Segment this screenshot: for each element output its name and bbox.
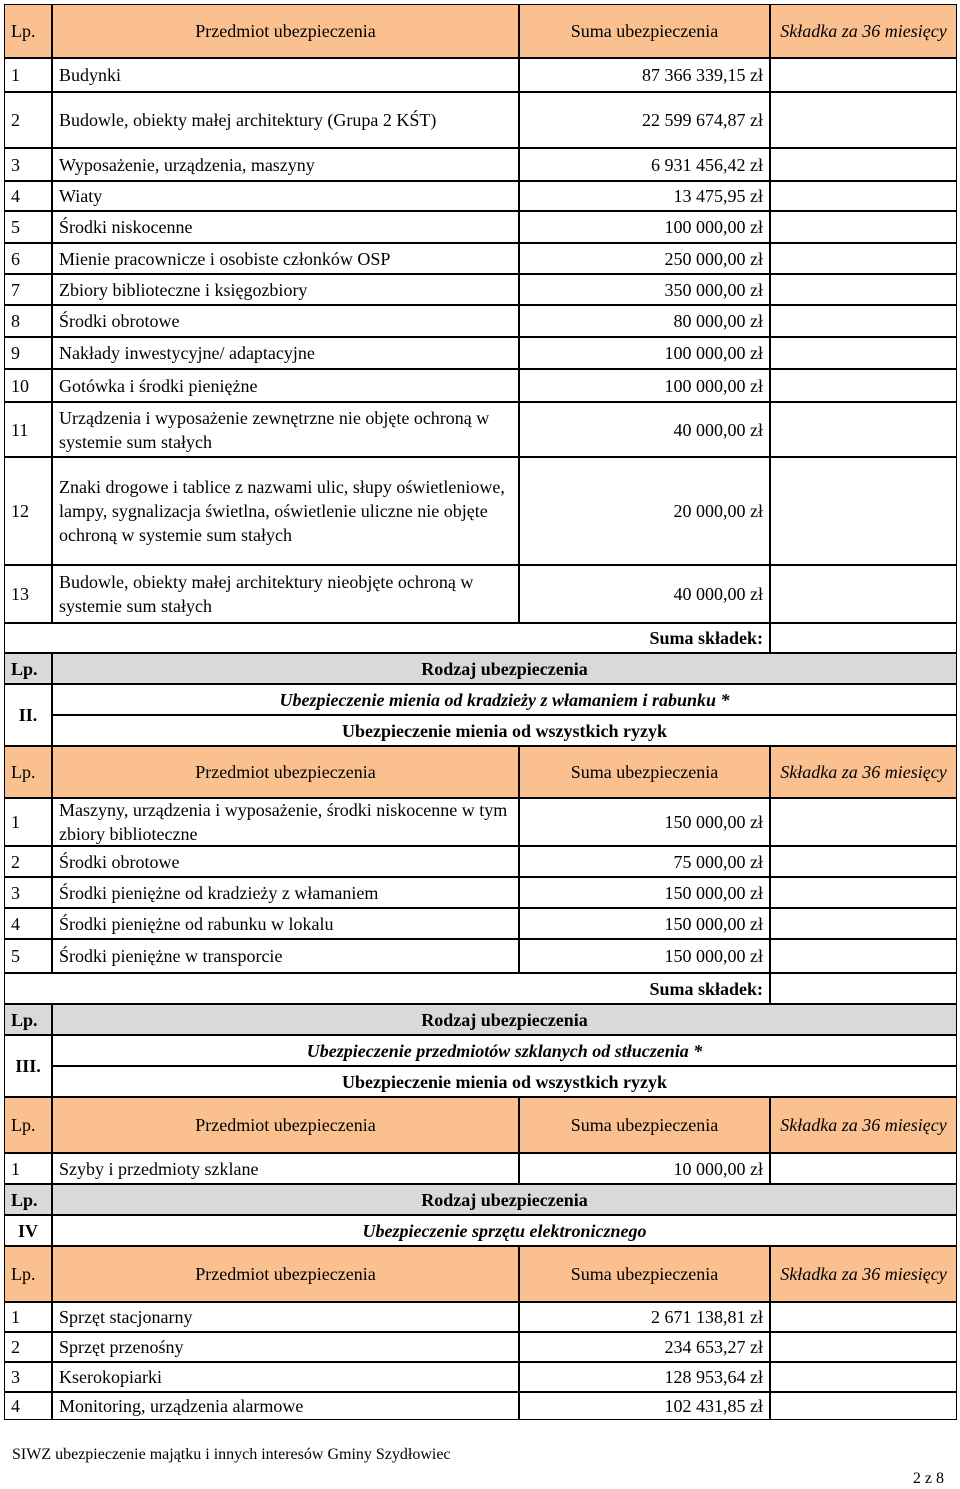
- page-number: 2 z 8: [912, 1470, 944, 1487]
- row-subject: Środki pieniężne w transporcie: [52, 939, 519, 973]
- row-number: 2: [4, 846, 52, 877]
- row-premium: [770, 369, 957, 402]
- row-subject: Zbiory biblioteczne i księgozbiory: [52, 274, 519, 305]
- row-premium: [770, 908, 957, 939]
- row-number: 11: [4, 402, 52, 457]
- row-subject: Budynki: [52, 58, 519, 92]
- row-premium: [770, 92, 957, 148]
- row-premium: [770, 1153, 957, 1184]
- row-sum: 150 000,00 zł: [519, 877, 770, 908]
- section-number: II.: [4, 684, 52, 746]
- row-sum: 100 000,00 zł: [519, 369, 770, 402]
- row-number: 1: [4, 58, 52, 92]
- header-sum: Suma ubezpieczenia: [519, 1246, 770, 1302]
- row-number: 2: [4, 92, 52, 148]
- section-kind-label: Rodzaj ubezpieczenia: [52, 1004, 957, 1035]
- row-sum: 40 000,00 zł: [519, 565, 770, 623]
- row-premium: [770, 1362, 957, 1392]
- header-subject: Przedmiot ubezpieczenia: [52, 4, 519, 58]
- section-kind-label: Rodzaj ubezpieczenia: [52, 1184, 957, 1215]
- row-subject: Kserokopiarki: [52, 1362, 519, 1392]
- total-label: Suma składek:: [4, 623, 770, 653]
- row-number: 9: [4, 337, 52, 369]
- row-number: 1: [4, 1153, 52, 1184]
- row-number: 6: [4, 243, 52, 274]
- row-sum: 2 671 138,81 zł: [519, 1302, 770, 1332]
- header-premium: Składka za 36 miesięcy: [770, 1246, 957, 1302]
- row-number: 12: [4, 457, 52, 565]
- row-premium: [770, 1392, 957, 1420]
- row-premium: [770, 337, 957, 369]
- row-sum: 350 000,00 zł: [519, 274, 770, 305]
- section-lp: Lp.: [4, 653, 52, 684]
- row-sum: 75 000,00 zł: [519, 846, 770, 877]
- header-premium: Składka za 36 miesięcy: [770, 1097, 957, 1153]
- row-subject: Wyposażenie, urządzenia, maszyny: [52, 148, 519, 181]
- row-subject: Znaki drogowe i tablice z nazwami ulic, słupy oświetleniowe, lampy, sygnalizacja świetlna, oświetlenie uliczne nie objęte ochroną w systemie sum stałych: [52, 457, 519, 565]
- row-sum: 80 000,00 zł: [519, 305, 770, 337]
- row-sum: 13 475,95 zł: [519, 181, 770, 211]
- row-sum: 234 653,27 zł: [519, 1332, 770, 1362]
- footer-text: SIWZ ubezpieczenie majątku i innych interesów Gminy Szydłowiec: [12, 1446, 451, 1463]
- row-subject: Budowle, obiekty małej architektury nieobjęte ochroną w systemie sum stałych: [52, 565, 519, 623]
- row-subject: Urządzenia i wyposażenie zewnętrzne nie objęte ochroną w systemie sum stałych: [52, 402, 519, 457]
- row-number: 3: [4, 1362, 52, 1392]
- row-sum: 22 599 674,87 zł: [519, 92, 770, 148]
- row-sum: 128 953,64 zł: [519, 1362, 770, 1392]
- row-number: 4: [4, 1392, 52, 1420]
- row-subject: Sprzęt stacjonarny: [52, 1302, 519, 1332]
- row-premium: [770, 181, 957, 211]
- header-sum: Suma ubezpieczenia: [519, 4, 770, 58]
- row-premium: [770, 58, 957, 92]
- total-label: Suma składek:: [4, 973, 770, 1004]
- row-premium: [770, 305, 957, 337]
- row-number: 10: [4, 369, 52, 402]
- row-number: 8: [4, 305, 52, 337]
- section-title: Ubezpieczenie przedmiotów szklanych od stłuczenia *: [52, 1035, 957, 1066]
- row-number: 5: [4, 939, 52, 973]
- header-lp: Lp.: [4, 4, 52, 58]
- header-subject: Przedmiot ubezpieczenia: [52, 746, 519, 798]
- row-premium: [770, 402, 957, 457]
- row-premium: [770, 148, 957, 181]
- section-subtitle: Ubezpieczenie mienia od wszystkich ryzyk: [52, 715, 957, 746]
- row-premium: [770, 1332, 957, 1362]
- total-value: [770, 623, 957, 653]
- header-sum: Suma ubezpieczenia: [519, 746, 770, 798]
- row-number: 3: [4, 877, 52, 908]
- row-premium: [770, 457, 957, 565]
- row-number: 7: [4, 274, 52, 305]
- row-subject: Maszyny, urządzenia i wyposażenie, środki niskocenne w tym zbiory biblioteczne: [52, 798, 519, 846]
- row-sum: 40 000,00 zł: [519, 402, 770, 457]
- row-sum: 150 000,00 zł: [519, 939, 770, 973]
- row-premium: [770, 798, 957, 846]
- row-sum: 150 000,00 zł: [519, 908, 770, 939]
- section-subtitle: Ubezpieczenie mienia od wszystkich ryzyk: [52, 1066, 957, 1097]
- row-number: 4: [4, 181, 52, 211]
- row-subject: Monitoring, urządzenia alarmowe: [52, 1392, 519, 1420]
- row-sum: 100 000,00 zł: [519, 211, 770, 243]
- row-sum: 100 000,00 zł: [519, 337, 770, 369]
- row-number: 4: [4, 908, 52, 939]
- header-lp: Lp.: [4, 1097, 52, 1153]
- insurance-table: [4, 4, 957, 1420]
- row-premium: [770, 565, 957, 623]
- row-subject: Środki pieniężne od rabunku w lokalu: [52, 908, 519, 939]
- row-subject: Szyby i przedmioty szklane: [52, 1153, 519, 1184]
- section-number: III.: [4, 1035, 52, 1097]
- row-premium: [770, 939, 957, 973]
- row-sum: 20 000,00 zł: [519, 457, 770, 565]
- row-premium: [770, 1302, 957, 1332]
- row-number: 2: [4, 1332, 52, 1362]
- row-premium: [770, 243, 957, 274]
- header-lp: Lp.: [4, 746, 52, 798]
- row-number: 13: [4, 565, 52, 623]
- row-subject: Środki obrotowe: [52, 846, 519, 877]
- header-premium: Składka za 36 miesięcy: [770, 746, 957, 798]
- row-sum: 150 000,00 zł: [519, 798, 770, 846]
- section-title: Ubezpieczenie sprzętu elektronicznego: [52, 1215, 957, 1246]
- section-lp: Lp.: [4, 1004, 52, 1035]
- section-lp: Lp.: [4, 1184, 52, 1215]
- row-premium: [770, 846, 957, 877]
- row-subject: Środki pieniężne od kradzieży z włamaniem: [52, 877, 519, 908]
- row-premium: [770, 274, 957, 305]
- row-sum: 10 000,00 zł: [519, 1153, 770, 1184]
- row-number: 3: [4, 148, 52, 181]
- row-number: 1: [4, 798, 52, 846]
- row-sum: 6 931 456,42 zł: [519, 148, 770, 181]
- row-subject: Sprzęt przenośny: [52, 1332, 519, 1362]
- row-sum: 87 366 339,15 zł: [519, 58, 770, 92]
- row-subject: Środki obrotowe: [52, 305, 519, 337]
- row-subject: Wiaty: [52, 181, 519, 211]
- section-title: Ubezpieczenie mienia od kradzieży z włamaniem i rabunku *: [52, 684, 957, 715]
- row-number: 5: [4, 211, 52, 243]
- header-premium: Składka za 36 miesięcy: [770, 4, 957, 58]
- section-number: IV: [4, 1215, 52, 1246]
- header-sum: Suma ubezpieczenia: [519, 1097, 770, 1153]
- section-kind-label: Rodzaj ubezpieczenia: [52, 653, 957, 684]
- row-subject: Gotówka i środki pieniężne: [52, 369, 519, 402]
- row-sum: 250 000,00 zł: [519, 243, 770, 274]
- total-value: [770, 973, 957, 1004]
- row-subject: Budowle, obiekty małej architektury (Grupa 2 KŚT): [52, 92, 519, 148]
- header-lp: Lp.: [4, 1246, 52, 1302]
- header-subject: Przedmiot ubezpieczenia: [52, 1246, 519, 1302]
- row-subject: Środki niskocenne: [52, 211, 519, 243]
- row-number: 1: [4, 1302, 52, 1332]
- row-premium: [770, 877, 957, 908]
- header-subject: Przedmiot ubezpieczenia: [52, 1097, 519, 1153]
- row-subject: Mienie pracownicze i osobiste członków OSP: [52, 243, 519, 274]
- row-sum: 102 431,85 zł: [519, 1392, 770, 1420]
- row-premium: [770, 211, 957, 243]
- row-subject: Nakłady inwestycyjne/ adaptacyjne: [52, 337, 519, 369]
